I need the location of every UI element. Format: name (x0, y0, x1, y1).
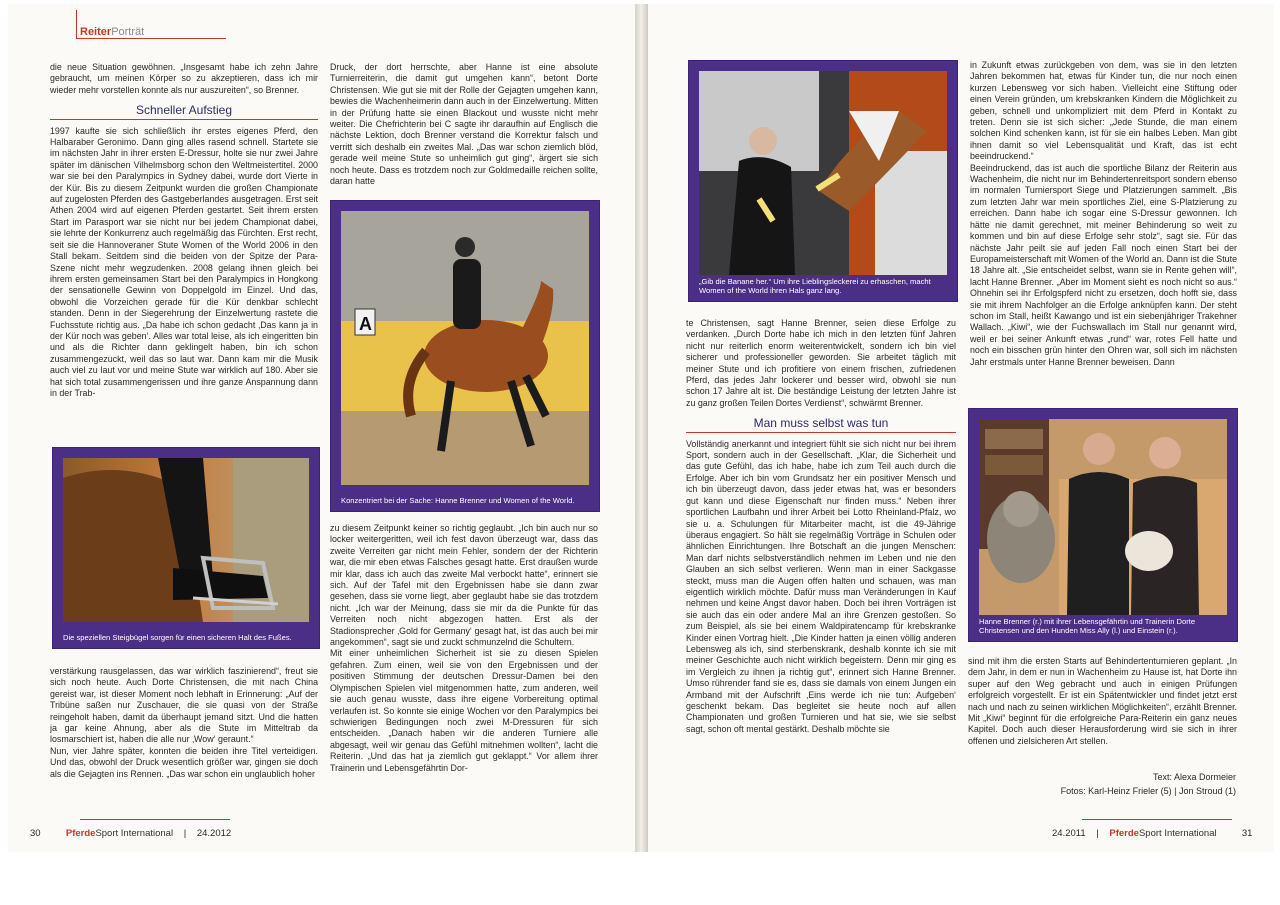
left-column-2-top (330, 62, 598, 190)
brand-pferde-left: Pferde (65, 828, 96, 839)
credit-text: Text: Alexa Dormeier (1152, 772, 1236, 782)
svg-text:A: A (359, 314, 372, 334)
intro-paragraph: die neue Situation gewöhnen. „Insgesamt habe ich zehn Jahre gebraucht, um meinen Körper so zu akzeptieren, dass ich mir wieder mehr vorstellen konnte als nur auszureiten“, so Brenner. (50, 62, 318, 95)
arena-image (341, 211, 589, 485)
footer-separator-left: | (183, 828, 187, 839)
left-column-2-bottom (330, 523, 598, 806)
brand-rest-right: Sport International (1138, 828, 1217, 839)
issue-right: 24.2011 (1052, 828, 1086, 839)
paragraph-anerkannt: Vollständig anerkannt und integriert fühlt sie sich nicht nur bei ihrem Sport, sondern auch in der Gesellschaft. „Klar, die Sicherheit und das gute Gefühl, das ich habe, habe ich zum Teil auch durch die Erfolge. Aber ich bin vom Grundsatz her ein positiver Mensch und ich bin überzeugt davon, dass jeder etwas hat, was er besonders gut kann und diese Eigenschaft nur finden muss.“ Neben ihrer sportlichen Laufbahn und ihrer Arbeit bei Lotto Rheinland-Pfalz, wo sie u. a. Schulungen für Mitarbeiter macht, ist die 49-Jährige überaus engagiert. So hält sie regelmäßig Vorträge in Schulen oder ähnlichen Einrichtungen. Ihre Botschaft an die jungen Menschen: Man darf nichts selbstverständlich nehmen im Leben und nie den Glauben an sich selbst verlieren. Wenn man in einer Sackgasse steckt, muss man die Augen offen halten und schauen, was man eigentlich wirklich möchte. Dafür muss man Veränderungen in Kauf nehmen und keine Angst davor haben. Doch bei ihren Vorträgen ist sie auch das ein oder andere Mal an ihre Grenzen gestoßen. So zum Beispiel, als sie bei einem Waldpiratencamp für krebskranke Kinder einen Vortrag hielt. „Die Kinder hatten ja einen völlig anderen Lebensweg als ich, sind sterbenskrank, deshalb konnte ich sie mit meiner Geschichte auch nicht wirklich begeistern. Denn mir ging es im Vergleich zu ihnen ja richtig gut“, erinnert sich Hanne Brenner. Umso rührender fand sie es, dass sie damals von einem Jungen ein Armband mit der Aufschrift ‚Eins werde ich nie tun: Aufgeben‘ geschenkt bekam. Das begleitet sie heute noch auf allen Championaten und großen Turnieren und hat sie, wie sie selbst sagt, schon oft mental gestärkt. Deshalb möchte sie (686, 438, 956, 734)
paragraph-starts: sind mit ihm die ersten Starts auf Behindertenturnieren geplant. „In dem Jahr, in dem er nun in Wachenheim zu Hause ist, hat Dorte ihn super auf den Weg gebracht und auch in einigen Prüfungen erfolgreich vorgestellt. Er ist ein Spätentwickler und findet jetzt erst nach und nach zu seinen wirklichen Möglichkeiten“, erzählt Brenner. Mit „Kiwi“ beginnt für die erfolgreiche Para-Reiterin ein ganz neues Kapitel. Doch auch dieser Herausforderung wird sie sich in ihrer offenen und zielsicheren Art stellen. (968, 656, 1237, 746)
spine-gutter (635, 4, 647, 852)
right-column-2-top (970, 60, 1237, 402)
page-number-right: 31 (1241, 828, 1253, 839)
stirrup-image (63, 458, 309, 622)
photo-stirrup (52, 447, 320, 649)
rubric-rule-vertical (76, 10, 77, 38)
left-column-1-after-photo (50, 666, 318, 806)
footer-separator-right: | (1096, 828, 1099, 839)
rubric-rule (76, 38, 226, 39)
paragraph-christensen: te Christensen, sagt Hanne Brenner, seien diese Erfolge zu verdanken. „Durch Dorte habe ich mich in den letzten fünf Jahren nicht nur reiterlich enorm weiterentwickelt, sondern ich bin viel sicherer und professioneller geworden. Sie arbeitet täglich mit meiner Stute und ich profitiere von einem frischen, zufriedenen Pferd, das jedes Jahr lockerer und besser wird, obwohl sie nun schon 17 Jahre alt ist. Die beständige Leistung der letzten Jahre ist zu ganz großen Teilen Dortes Verdienst“, schwärmt Brenner. (686, 318, 956, 408)
paragraph-zeitpunkt: zu diesem Zeitpunkt keiner so richtig geglaubt. „Ich bin auch nur so locker weitergeritten, weil ich fest davon überzeugt war, dass das zweite Verreiten gar nicht mein Fehler, sondern der der Richterin war, die mir eben etwas Falsches gesagt hatte. Erst draußen wurde mir klar, dass ich auch das zweite Mal verbockt hatte“, erinnert sie sich. Auf der Tafel mit den Ergebnissen habe sie dann zwar gesehen, dass sie vorne liegt, aber geglaubt habe sie das trotzdem nicht. „Ich war der Meinung, dass sie mir da die Punkte für das Verreiten noch nicht abgezogen hatten. Erst als der Stadionsprecher ‚Gold for Germany‘ gesagt hat, ist das auch bei mir angekommen“, sagt sie und zuckt schmunzelnd die Schultern. (330, 523, 598, 648)
page-number-left: 30 (30, 828, 41, 839)
body-paragraph: 1997 kaufte sie sich schließlich ihr erstes eigenes Pferd, den Halbaraber Geronimo. Dann ging alles rasend schnell. Startete sie im nächsten Jahr in ihrer ersten E-Dressur, holte sie nur zwei Jahre später im dänischen Vilhelmsborg schon den Weltmeistertitel. 2000 war sie bei den Paralympics in Sydney dabei, wurde dort Vierte in der Kür. Bis zu diesem Zeitpunkt wurden die großen Championate auf zugelosten Pferden des Gastgeberlandes ausgetragen. Erst seit Athen 2004 wird auf eigenen Pferden gestartet. Seit ihrem ersten Start im Parasport war sie nicht nur bei jedem Championat dabei, sie lehrte der Konkurrenz auch regelmäßig das Fürchten. Erst recht, seit sie die Hannoveraner Stute Women of the World 2006 in den Stall bekam. Seitdem sind die beiden von der Spitze der Para-Szene nicht mehr wegzudenken. 2008 gelang ihnen gleich bei ihrem ersten gemeinsamen Start bei den Paralympics in Hongkong der sensationelle Gewinn von Doppelgold im Einzel. Und das, obwohl die Vorzeichen gerade für die Kür denkbar schlecht standen. Denn in der Siegerehrung der Einzelwertung rastete die Fuchsstute richtig aus. „Da habe ich schon gedacht ‚Das kann ja in der Kür noch was geben‘. Alles war total leise, als ich eingeritten bin und als die Richter dann geklingelt haben, bin ich schon zusammengezuckt, weil das so laut war. Dann kam mir die Musik auch viel zu laut vor und meine Stute war wirklich auf 180. Aber sie hat sich total zusammengerissen und ihre ganze Anspannung dann in der Trab- (50, 125, 318, 398)
caption-stirrup: Die speziellen Steigbügel sorgen für einen sicheren Halt des Fußes. (63, 633, 292, 643)
footer-right (1052, 828, 1252, 839)
paragraph-vier-jahre-spaeter: Nun, vier Jahre später, konnten die beiden ihre Titel verteidigen. Und das, obwohl der Druck wesentlich größer war, gingen sie doch als die Gejagten ins Rennen. „Das war schon ein unglaublich hoher (50, 745, 318, 779)
banana-image (699, 71, 947, 275)
banana-illustration (699, 71, 947, 275)
paragraph-druck: Druck, der dort herrschte, aber Hanne ist eine absolute Turnierreiterin, die damit gut umgehen kann“, betont Dorte Christensen. Wie gut sie mit der Rolle der Gejagten umgehen kann, bewies die Wachenheimerin dann auch in der Einzelwertung. Mitten in der Prüfung hatte sie einen Blackout und wusste nicht mehr weiter. Die Chefrichterin bei C sagte ihr daraufhin auf Englisch die nächste Lektion, doch Brenner verstand die Korrektur falsch und verritt sich deshalb ein zweites Mal. „Das war schon ziemlich blöd, gerade weil meine Stute so unheimlich gut ging“, ärgert sie sich noch heute. Dass es trotzdem noch zur Goldmedaille reichen sollte, daran hatte (330, 62, 598, 187)
section-rubric (80, 26, 144, 38)
subheading-schneller-aufstieg: Schneller Aufstieg (50, 102, 318, 119)
paragraph-beeindruckend: Beeindruckend, das ist auch die sportliche Bilanz der Reiterin aus Wachenheim, die nicht nur im Behindertenreitsport sondern ebenso im normalen Turniersport Siege und Platzierungen sammelt. „Bis zum letzten Jahr war mein sportliches Ziel, eine S-Platzierung zu erreichen. Dann habe ich sogar eine S-Dressur gewonnen. Ich hätte nie damit gerechnet, mit meiner Behinderung so weit zu kommen und bin auf diese Erfolge sehr stolz“, sagt sie. Für das nächste Jahr peilt sie auf jeden Fall noch einen Start bei der Europameisterschaft mit Women of the World an. Dann ist die Stute 18 Jahre alt. „Sie entscheidet selbst, wann sie in Rente gehen will“, lacht Hanne Brenner. „Aber im Moment sieht es noch nicht so aus.“ Ohnehin sei ihr Erfolgspferd nicht zu ersetzen, doch hofft sie, dass sie mit ihrem Nachfolger an die Erfolge anknüpfen kann. Der steht schon im Stall, heißt Kawango und ist ein siebenjähriger Trakehner Wallach. „Kiwi“, wie der Fuchswallach im Stall nur genannt wird, weil er bei seiner Ankunft etwas „rund“ war, rotes Fell hatte und noch ein bisschen grün hinter den Ohren war, soll sich im nächsten Jahr erstmals unter Hanne Brenner beweisen. Dann (970, 162, 1237, 367)
caption-banana: „Gib die Banane her.“ Um ihre Lieblingsleckerei zu erhaschen, macht Women of the World ihren Hals ganz lang. (699, 276, 931, 296)
arena-illustration (341, 211, 589, 485)
dogs-image (979, 419, 1227, 615)
right-column-1 (686, 318, 956, 798)
dogs-illustration (979, 419, 1227, 615)
paragraph-zukunft: in Zukunft etwas zurückgeben von dem, was sie in den letzten Jahren bekommen hat, etwas für Kinder tun, die nur noch einen kurzen Lebensweg vor sich haben. Vielleicht eine Stiftung oder einen Verein gründen, um krebskranken Kindern die Möglichkeit zu geben, schnell und unkompliziert mit dem Pferd in Kontakt zu treten. Denn sie ist sich sicher: „Jede Stunde, die man einem solchen Kind schenken kann, ist für sie ein halbes Leben. Man gibt ihnen damit so viel Lebensqualität und Kraft, das ist echt beeindruckend.“ (970, 60, 1237, 162)
footer-left (30, 828, 231, 839)
rubric-part1: Reiter (80, 26, 112, 38)
footer-rule-left (80, 819, 230, 820)
footer-rule-right (1082, 819, 1232, 820)
paragraph-sicherheit: Mit einer unheimlichen Sicherheit ist sie zu diesen Spielen gefahren. Zum einen, weil sie von den Ergebnissen und der positiven Stimmung der deutschen Dressur-Damen bei den Olympischen Spielen viel mitgenommen hatte, zum anderen, weil sie auch genau wusste, dass ihre eigene Vorbereitung optimal verlaufen ist. So konnte sie einige Wochen vor den Paralympics bei schwierigen Bedingungen noch zwei M-Dressuren für sich entscheiden. „Danach haben wir die anderen Turniere alle abgesagt, weil wir genau das Gefühl mitnehmen wollten“, lacht die Reiterin. „Und das hat ja ziemlich gut geklappt.“ Vor allem ihrer Trainerin und Lebensgefährtin Dor- (330, 648, 598, 773)
stirrup-illustration (63, 458, 309, 622)
caption-arena: Konzentriert bei der Sache: Hanne Brenner und Women of the World. (341, 496, 575, 506)
left-column-1 (50, 62, 318, 445)
photo-dogs (968, 408, 1238, 642)
issue-left: 24.2012 (196, 828, 232, 839)
caption-dogs: Hanne Brenner (r.) mit ihrer Lebensgefährtin und Trainerin Dorte Christensen und den Hunden Miss Ally (l.) und Einstein (r.). (979, 616, 1196, 636)
rubric-part2: Porträt (111, 26, 145, 38)
photo-arena (330, 200, 600, 512)
photo-banana (688, 60, 958, 302)
brand-rest-left: Sport International (95, 828, 174, 839)
brand-pferde-right: Pferde (1109, 828, 1139, 839)
subheading-man-muss-selbst: Man muss selbst was tun (686, 415, 956, 432)
right-column-2-bottom (968, 656, 1237, 756)
paragraph-trabverstaerkung: verstärkung rausgelassen, das war wirklich faszinierend“, freut sie sich noch heute. Auch Dorte Christensen, die mit nach China gereist war, ist dieser Moment noch lebhaft in Erinnerung: „Auf der Tribüne saßen nur Zuschauer, die sie quasi von der Straße reingeholt haben, damit da überhaupt jemand sitzt. Und die hatten ja gar keine Ahnung, aber als die Stute im Mitteltrab da losmarschiert ist, haben die alle nur ‚Wow‘ geraunt.“ (50, 666, 318, 745)
credit-photos: Fotos: Karl-Heinz Frieler (5) | Jon Stroud (1) (1060, 786, 1236, 796)
